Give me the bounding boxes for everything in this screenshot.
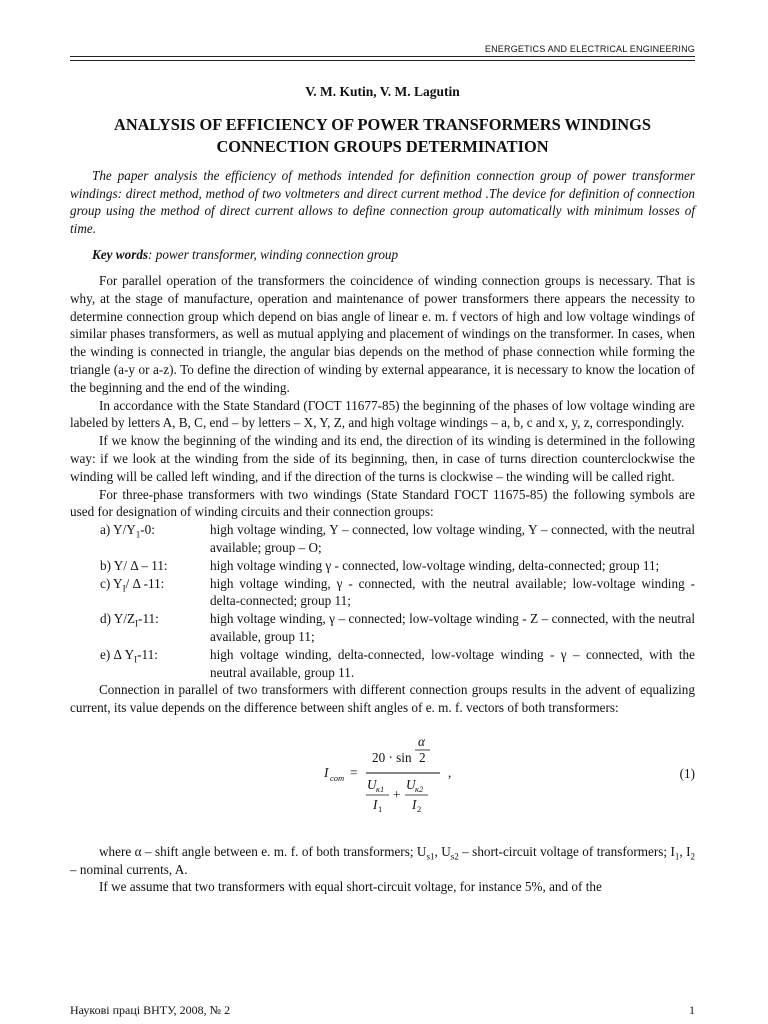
symbol-item xyxy=(70,557,695,575)
abstract: The paper analysis the efficiency of methods intended for definition connection group of power transformer windings: direct method, method of two voltmeters and direct current method .The device for definition of connection group using the method of direct current allows to define connection group automatically with minimum losses of time. xyxy=(70,168,695,236)
symbol-label: e) Δ $Y_I-11$: xyxy=(100,646,158,665)
title-line-1: ANALYSIS OF EFFICIENCY OF POWER TRANSFORMERS WINDINGS xyxy=(113,115,652,134)
paper-title xyxy=(70,114,695,158)
keywords xyxy=(70,246,695,264)
symbol-item xyxy=(70,575,695,611)
authors: V. M. Kutin, V. M. Lagutin xyxy=(305,84,460,99)
footer-journal: Наукові праці ВНТУ, 2008, № 2 xyxy=(70,1003,231,1017)
symbol-description: high voltage winding, γ - connected, with the neutral available; low-voltage winding - delta-connected; group 11; xyxy=(210,575,695,609)
formula-lhs: I xyxy=(324,764,329,780)
symbol-description: high voltage winding γ - connected, low-voltage winding, delta-connected; group 11; xyxy=(210,557,660,573)
formula-lhs-sub: com xyxy=(330,772,345,783)
formula-i2-sub: 2 xyxy=(417,803,422,814)
keywords-label: Key words xyxy=(92,247,149,263)
formula-i2: I xyxy=(412,796,417,812)
formula-alpha: α xyxy=(418,733,425,749)
equation-number: (1) xyxy=(679,765,695,781)
symbol-item xyxy=(70,610,695,646)
equation-formula xyxy=(310,731,530,831)
symbol-label: d) $Y/Z_I-11$: xyxy=(100,611,159,629)
symbol-list xyxy=(70,521,695,681)
paragraph-4: For three-phase transformers with two windings (State Standard ГОСТ 11675-85) the following symbols are used for designation of winding circuits and their connection groups: xyxy=(70,486,695,520)
symbol-description: high voltage winding, γ – connected; low-voltage winding - Z – connected, with the neutral available, group 11; xyxy=(210,611,695,644)
running-head: ENERGETICS AND ELECTRICAL ENGINEERING xyxy=(70,44,695,57)
title-line-2: CONNECTION GROUPS DETERMINATION xyxy=(216,137,549,156)
header-rule xyxy=(70,60,695,61)
formula-numerator-coef: 20 · sin xyxy=(372,749,412,765)
symbol-item xyxy=(70,646,695,682)
page-number: 1 xyxy=(689,1003,695,1017)
symbol-item xyxy=(70,521,695,557)
formula-i1: I xyxy=(373,796,378,812)
formula-equals: = xyxy=(350,764,358,780)
paragraph-1: For parallel operation of the transformers the coincidence of winding connection groups is necessary. That is why, at the stage of manufacture, operation and maintenance of power transformers there appears the necessity to determine connection group which depend on bias angle of linear e. m. f vectors of high and low voltage windings of similar phases transformers, as well as mutual applying and placement of windings on the transformer. In cases, when the winding is connected in triangle, the angular bias depends on the method of phase connection while forming the triangle (a-y or a-z). To define the direction of winding by external appearance, it is necessary to know the location of the beginning and the end of the winding. xyxy=(70,272,695,395)
page-footer xyxy=(70,1003,695,1018)
formula-plus: + xyxy=(393,786,401,802)
symbol-label: c) $Y_I/$ Δ -11: xyxy=(100,575,165,594)
formula-u1: U xyxy=(367,776,377,792)
paragraph-2: In accordance with the State Standard (ГОСТ 11677-85) the beginning of the phases of low voltage winding are labeled by letters A, B, C, end – by letters – X, Y, Z, and high voltage windings – a, b, c and x, y, z, correspondingly. xyxy=(70,397,695,431)
formula-i1-sub: 1 xyxy=(378,803,383,814)
paragraph-3: If we know the beginning of the winding and its end, the direction of its winding is determined in the following way: if we look at the winding from the side of its beginning, then, in case of turns direction counterclockwise the winding will be called left winding, and if the direction of the turns is clockwise – the winding will be called right. xyxy=(70,433,695,484)
paragraph-6: where α – shift angle between e. m. f. of both transformers; $U_{s1}$, $U_{s2}$ – short-circuit voltage of transformers; $I_1$, $I_2$ – nominal currents, A. xyxy=(70,843,695,877)
symbol-description: high voltage winding, Y – connected, low voltage winding, Y – connected, with the neutral available; group – O; xyxy=(210,522,695,555)
paragraph-7: If we assume that two transformers with equal short-circuit voltage, for instance 5%, and of the xyxy=(99,879,602,895)
formula-comma: , xyxy=(448,764,452,780)
equation-1 xyxy=(70,731,695,831)
formula-u2-sub: к2 xyxy=(415,783,424,794)
paper-page xyxy=(70,44,695,1020)
paragraph-5: Connection in parallel of two transformers with different connection groups results in the advent of equalizing current, its value depends on the difference between shift angles of e. m. f. vectors of both transformers: xyxy=(70,682,695,716)
formula-u2: U xyxy=(406,776,416,792)
formula-u1-sub: к1 xyxy=(376,783,385,794)
keywords-text: : power transformer, winding connection group xyxy=(148,247,399,263)
symbol-description: high voltage winding, delta-connected, low-voltage winding - γ – connected, with the neutral available, group 11. xyxy=(210,646,695,680)
formula-two: 2 xyxy=(419,749,426,765)
symbol-label: b) Y/ Δ – 11: xyxy=(100,557,168,573)
symbol-label: a) $Y/Y_1-0$: xyxy=(100,522,155,540)
